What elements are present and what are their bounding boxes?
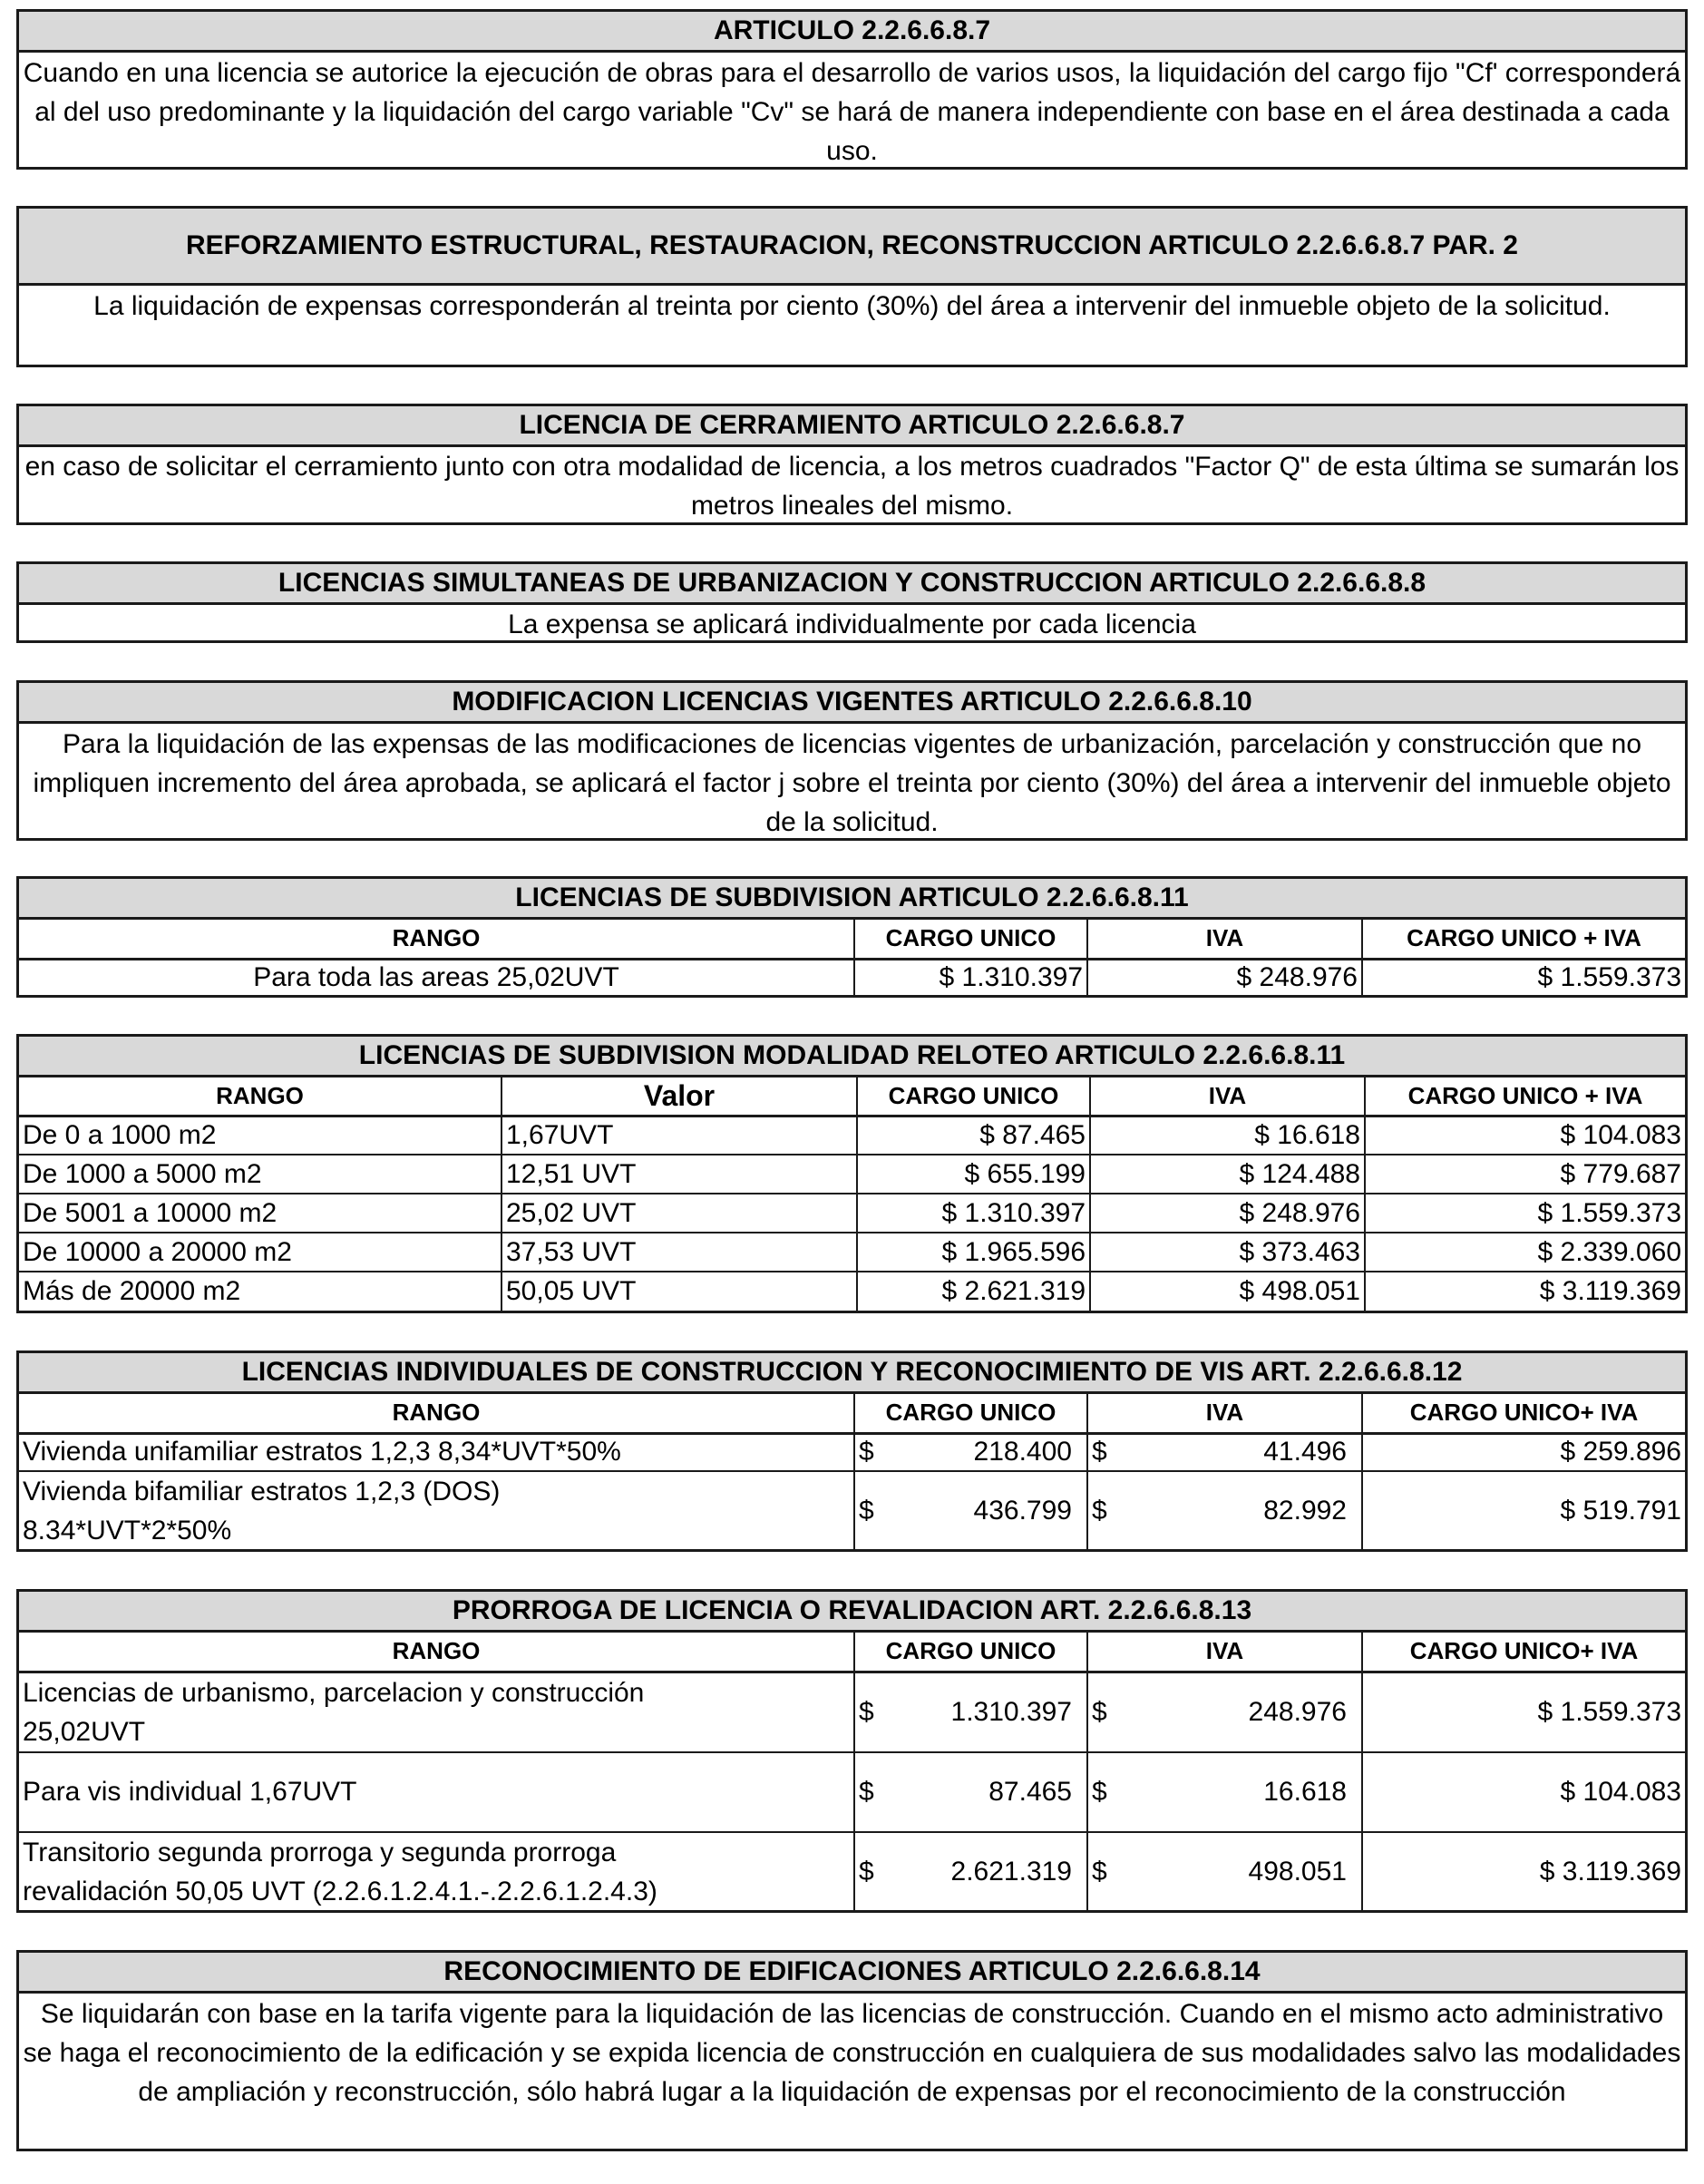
col-header-cargo-unico: CARGO UNICO	[854, 1633, 1087, 1672]
currency-symbol: $	[1092, 1857, 1107, 1887]
section-title: LICENCIAS SIMULTANEAS DE URBANIZACION Y CONSTRUCCION ARTICULO 2.2.6.6.8.8	[19, 564, 1685, 605]
section-text: La expensa se aplicará individualmente por cada licencia	[508, 609, 1196, 639]
cell-cargo-value: 436.799	[973, 1496, 1072, 1526]
table-row	[19, 1752, 1685, 1832]
cell-rango-line1: Vivienda bifamiliar estratos 1,2,3 (DOS)	[23, 1477, 501, 1506]
cell-iva	[1087, 1433, 1362, 1471]
table-title: PRORROGA DE LICENCIA O REVALIDACION ART. 2.2.6.6.8.13	[19, 1592, 1685, 1633]
col-header-iva: IVA	[1087, 1394, 1362, 1433]
table-prorroga	[16, 1589, 1688, 1913]
cell-total: $ 1.559.373	[1362, 1672, 1685, 1752]
section-text: en caso de solicitar el cerramiento junto con otra modalidad de licencia, a los metros cuadrados "Factor Q" de esta última se sumarán los metros lineales del mismo.	[24, 452, 1680, 521]
cell-iva	[1087, 1832, 1362, 1912]
table-header-row	[19, 920, 1685, 959]
cell-cargo-value: 2.621.319	[950, 1857, 1072, 1887]
cell-rango: De 1000 a 5000 m2	[19, 1155, 501, 1194]
cell-rango: De 0 a 1000 m2	[19, 1116, 501, 1155]
cell-rango-line1: Transitorio segunda prorroga y segunda prorroga	[23, 1838, 617, 1867]
cell-cargo-value: 87.465	[988, 1776, 1072, 1807]
currency-symbol: $	[859, 1857, 874, 1887]
currency-symbol: $	[1092, 1696, 1107, 1727]
cell-total: $ 2.339.060	[1365, 1233, 1685, 1272]
col-header-rango: RANGO	[19, 1633, 854, 1672]
reloteo-table	[19, 1077, 1685, 1311]
cell-cargo-unico	[854, 1471, 1087, 1550]
cell-iva: $ 498.051	[1090, 1272, 1365, 1311]
col-header-cargo-unico: CARGO UNICO	[854, 920, 1087, 959]
col-header-valor: Valor	[501, 1077, 857, 1116]
cell-rango-line2: 25,02UVT	[23, 1716, 146, 1747]
cell-cargo-unico: $ 1.965.596	[857, 1233, 1090, 1272]
cell-iva-value: 82.992	[1263, 1496, 1347, 1526]
table-row	[19, 959, 1685, 995]
col-header-rango: RANGO	[19, 1077, 501, 1116]
col-header-total: CARGO UNICO+ IVA	[1362, 1633, 1685, 1672]
table-row	[19, 1672, 1685, 1752]
table-row	[19, 1155, 1685, 1194]
section-text: Para la liquidación de las expensas de las modificaciones de licencias vigentes de urbanización, parcelación y construcción que no impliquen incremento del área aprobada, se aplicará el factor j sobre el treinta por ciento (30%) del área a intervenir del inmueble objeto de la solicitud.	[33, 729, 1671, 837]
cell-valor: 25,02 UVT	[501, 1194, 857, 1233]
cell-valor: 50,05 UVT	[501, 1272, 857, 1311]
currency-symbol: $	[859, 1696, 874, 1727]
cell-rango-line1: Licencias de urbanismo, parcelacion y construcción	[23, 1677, 645, 1708]
section-text: La liquidación de expensas corresponderán al treinta por ciento (30%) del área a intervenir del inmueble objeto de la solicitud.	[93, 291, 1611, 321]
currency-symbol: $	[859, 1437, 874, 1467]
cell-iva	[1087, 1672, 1362, 1752]
vis-table	[19, 1394, 1685, 1550]
table-header-row	[19, 1633, 1685, 1672]
section-licencia-cerramiento	[16, 404, 1688, 525]
cell-rango-text: Para vis individual 1,67UVT	[23, 1776, 357, 1807]
cell-cargo-value: 218.400	[973, 1437, 1072, 1467]
cell-iva-value: 41.496	[1263, 1437, 1347, 1467]
table-header-row	[19, 1077, 1685, 1116]
cell-iva: $ 373.463	[1090, 1233, 1365, 1272]
subdivision-table	[19, 920, 1685, 995]
table-licencias-vis	[16, 1350, 1688, 1552]
cell-rango-text: Vivienda unifamiliar estratos 1,2,3 8,34*UVT*50%	[23, 1437, 621, 1467]
col-header-iva: IVA	[1090, 1077, 1365, 1116]
cell-total: $ 519.791	[1362, 1471, 1685, 1550]
cell-cargo-unico: $ 655.199	[857, 1155, 1090, 1194]
table-row	[19, 1471, 1685, 1550]
cell-iva	[1087, 1471, 1362, 1550]
table-title: LICENCIAS DE SUBDIVISION ARTICULO 2.2.6.6.8.11	[19, 879, 1685, 920]
cell-rango	[19, 1433, 854, 1471]
cell-rango-line2: revalidación 50,05 UVT (2.2.6.1.2.4.1.-.2.2.6.1.2.4.3)	[23, 1877, 657, 1906]
cell-cargo-unico	[854, 1672, 1087, 1752]
table-title: LICENCIAS DE SUBDIVISION MODALIDAD RELOTEO ARTICULO 2.2.6.6.8.11	[19, 1037, 1685, 1077]
table-title: LICENCIAS INDIVIDUALES DE CONSTRUCCION Y RECONOCIMIENTO DE VIS ART. 2.2.6.6.8.12	[19, 1353, 1685, 1394]
currency-symbol: $	[1092, 1437, 1107, 1467]
table-row	[19, 1433, 1685, 1471]
currency-symbol: $	[1092, 1776, 1107, 1807]
currency-symbol: $	[859, 1496, 874, 1526]
section-reforzamiento-estructural	[16, 206, 1688, 367]
section-reconocimiento-edificaciones	[16, 1950, 1688, 2151]
cell-rango-line2: 8.34*UVT*2*50%	[23, 1516, 232, 1545]
cell-total: $ 1.559.373	[1362, 959, 1685, 995]
table-row	[19, 1272, 1685, 1311]
cell-cargo-value: 1.310.397	[950, 1696, 1072, 1727]
cell-cargo-unico: $ 1.310.397	[854, 959, 1087, 995]
cell-rango: Para toda las areas 25,02UVT	[19, 959, 854, 995]
col-header-total: CARGO UNICO + IVA	[1362, 920, 1685, 959]
cell-iva-value: 16.618	[1263, 1776, 1347, 1807]
cell-cargo-unico: $ 1.310.397	[857, 1194, 1090, 1233]
table-row	[19, 1832, 1685, 1912]
section-title: LICENCIA DE CERRAMIENTO ARTICULO 2.2.6.6.8.7	[19, 406, 1685, 447]
cell-iva: $ 16.618	[1090, 1116, 1365, 1155]
table-row	[19, 1194, 1685, 1233]
currency-symbol: $	[859, 1776, 874, 1807]
cell-valor: 1,67UVT	[501, 1116, 857, 1155]
cell-total: $ 104.083	[1362, 1752, 1685, 1832]
cell-rango: Más de 20000 m2	[19, 1272, 501, 1311]
cell-rango: De 10000 a 20000 m2	[19, 1233, 501, 1272]
col-header-iva: IVA	[1087, 1633, 1362, 1672]
section-articulo-2-2-6-6-8-7	[16, 9, 1688, 170]
cell-iva	[1087, 1752, 1362, 1832]
cell-iva-value: 498.051	[1248, 1857, 1347, 1887]
cell-rango	[19, 1672, 854, 1752]
col-header-cargo-unico: CARGO UNICO	[854, 1394, 1087, 1433]
col-header-total: CARGO UNICO + IVA	[1365, 1077, 1685, 1116]
cell-cargo-unico: $ 87.465	[857, 1116, 1090, 1155]
currency-symbol: $	[1092, 1496, 1107, 1526]
section-title: RECONOCIMIENTO DE EDIFICACIONES ARTICULO 2.2.6.6.8.14	[19, 1953, 1685, 1994]
cell-total: $ 1.559.373	[1365, 1194, 1685, 1233]
cell-total: $ 3.119.369	[1365, 1272, 1685, 1311]
cell-iva: $ 248.976	[1090, 1194, 1365, 1233]
section-text: Cuando en una licencia se autorice la ejecución de obras para el desarrollo de varios usos, la liquidación del cargo fijo "Cf' corresponderá al del uso predominante y la liquidación del cargo variable "Cv" se hará de manera independiente con base en el área destinada a cada uso.	[23, 58, 1681, 166]
section-modificacion-licencias	[16, 680, 1688, 841]
section-text: Se liquidarán con base en la tarifa vigente para la liquidación de las licencias de construcción. Cuando en el mismo acto administrativo se haga el reconocimiento de la edificación y se expida licencia de construcción en cualquiera de sus modalidades salvo las modalidades de ampliación y reconstrucción, sólo habrá lugar a la liquidación de expensas por el reconocimiento de la construcción	[23, 1999, 1681, 2107]
table-row	[19, 1233, 1685, 1272]
cell-valor: 12,51 UVT	[501, 1155, 857, 1194]
cell-total: $ 259.896	[1362, 1433, 1685, 1471]
prorroga-table	[19, 1633, 1685, 1912]
section-title: ARTICULO 2.2.6.6.8.7	[19, 12, 1685, 53]
section-title: MODIFICACION LICENCIAS VIGENTES ARTICULO 2.2.6.6.8.10	[19, 683, 1685, 724]
cell-cargo-unico	[854, 1832, 1087, 1912]
cell-valor: 37,53 UVT	[501, 1233, 857, 1272]
cell-total: $ 104.083	[1365, 1116, 1685, 1155]
cell-cargo-unico	[854, 1433, 1087, 1471]
cell-iva: $ 124.488	[1090, 1155, 1365, 1194]
section-title: REFORZAMIENTO ESTRUCTURAL, RESTAURACION, RECONSTRUCCION ARTICULO 2.2.6.6.8.7 PAR. 2	[19, 209, 1685, 286]
section-licencias-simultaneas	[16, 561, 1688, 643]
cell-rango	[19, 1752, 854, 1832]
table-reloteo	[16, 1034, 1688, 1313]
table-licencias-subdivision	[16, 876, 1688, 998]
cell-rango	[19, 1471, 854, 1550]
col-header-rango: RANGO	[19, 920, 854, 959]
cell-iva: $ 248.976	[1087, 959, 1362, 995]
table-header-row	[19, 1394, 1685, 1433]
cell-rango: De 5001 a 10000 m2	[19, 1194, 501, 1233]
col-header-cargo-unico: CARGO UNICO	[857, 1077, 1090, 1116]
table-row	[19, 1116, 1685, 1155]
cell-rango	[19, 1832, 854, 1912]
cell-total: $ 3.119.369	[1362, 1832, 1685, 1912]
col-header-iva: IVA	[1087, 920, 1362, 959]
cell-cargo-unico: $ 2.621.319	[857, 1272, 1090, 1311]
col-header-rango: RANGO	[19, 1394, 854, 1433]
col-header-total: CARGO UNICO+ IVA	[1362, 1394, 1685, 1433]
cell-cargo-unico	[854, 1752, 1087, 1832]
cell-total: $ 779.687	[1365, 1155, 1685, 1194]
cell-iva-value: 248.976	[1248, 1696, 1347, 1727]
